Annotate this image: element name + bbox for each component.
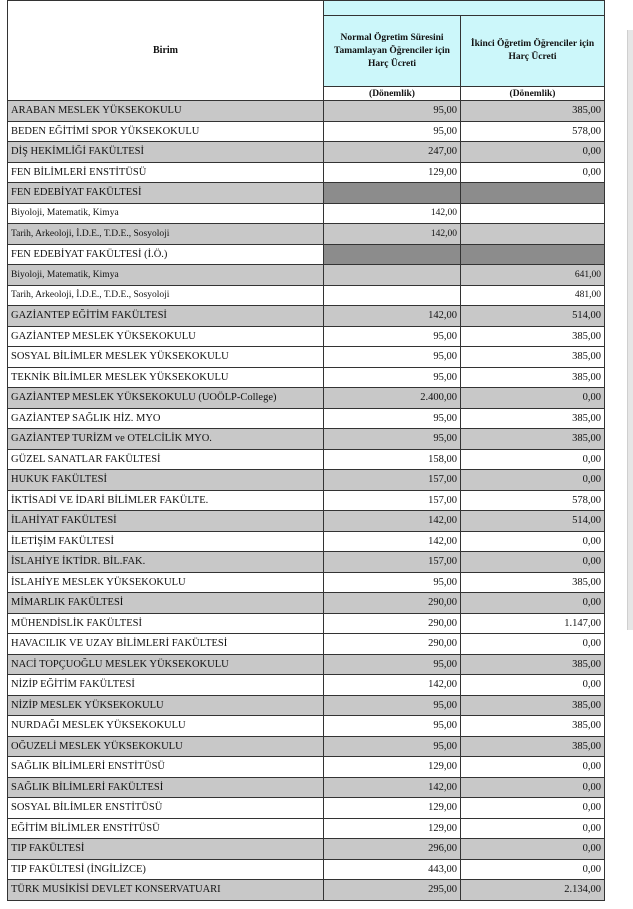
unit-name: SOSYAL BİLİMLER MESLEK YÜKSEKOKULU: [8, 347, 324, 368]
second-fee-value: 385,00: [461, 736, 605, 757]
normal-fee-value: 95,00: [324, 347, 461, 368]
table-row: [8, 757, 605, 778]
normal-fee-value: 95,00: [324, 429, 461, 450]
unit-name: İKTİSADİ VE İDARİ BİLİMLER FAKÜLTE.: [8, 490, 324, 511]
unit-name: EĞİTİM BİLİMLER ENSTİTÜSÜ: [8, 818, 324, 839]
normal-fee-value: 443,00: [324, 859, 461, 880]
second-fee-value: 0,00: [461, 162, 605, 183]
table-row: [8, 859, 605, 880]
unit-name: TIP FAKÜLTESİ: [8, 839, 324, 860]
second-fee-value: 385,00: [461, 695, 605, 716]
header-normal-unit: (Dönemlik): [324, 87, 461, 101]
table-row: [8, 839, 605, 860]
second-fee-value: 0,00: [461, 470, 605, 491]
second-fee-value: 641,00: [461, 265, 605, 286]
normal-fee-value: 95,00: [324, 736, 461, 757]
unit-name: NACİ TOPÇUOĞLU MESLEK YÜKSEKOKULU: [8, 654, 324, 675]
normal-fee-value: 95,00: [324, 326, 461, 347]
second-fee-value: [461, 183, 605, 204]
unit-name: İSLAHİYE MESLEK YÜKSEKOKULU: [8, 572, 324, 593]
second-fee-value: 514,00: [461, 511, 605, 532]
normal-fee-value: 247,00: [324, 142, 461, 163]
unit-name: GAZİANTEP TURİZM ve OTELCİLİK MYO.: [8, 429, 324, 450]
normal-fee-value: [324, 285, 461, 306]
second-fee-value: 578,00: [461, 490, 605, 511]
normal-fee-value: [324, 265, 461, 286]
unit-name: HAVACILIK VE UZAY BİLİMLERİ FAKÜLTESİ: [8, 634, 324, 655]
normal-fee-value: 129,00: [324, 818, 461, 839]
table-row: [8, 306, 605, 327]
unit-name: SAĞLIK BİLİMLERİ ENSTİTÜSÜ: [8, 757, 324, 778]
normal-fee-value: 95,00: [324, 572, 461, 593]
unit-name: NİZİP MESLEK YÜKSEKOKULU: [8, 695, 324, 716]
table-row: [8, 470, 605, 491]
second-fee-value: 0,00: [461, 859, 605, 880]
unit-name: GÜZEL SANATLAR FAKÜLTESİ: [8, 449, 324, 470]
second-fee-value: 385,00: [461, 654, 605, 675]
table-row: [8, 265, 605, 286]
table-row: [8, 162, 605, 183]
unit-name: OĞUZELİ MESLEK YÜKSEKOKULU: [8, 736, 324, 757]
second-fee-value: [461, 203, 605, 224]
second-fee-value: [461, 224, 605, 245]
unit-name: Biyoloji, Matematik, Kimya: [8, 265, 324, 286]
table-row: [8, 203, 605, 224]
table-row: [8, 388, 605, 409]
unit-name: Tarih, Arkeoloji, İ.D.E., T.D.E., Sosyoloji: [8, 285, 324, 306]
header-second-unit: (Dönemlik): [461, 87, 605, 101]
second-fee-value: 385,00: [461, 429, 605, 450]
table-row: [8, 326, 605, 347]
normal-fee-value: 2.400,00: [324, 388, 461, 409]
table-row: [8, 449, 605, 470]
table-row: [8, 408, 605, 429]
normal-fee-value: 157,00: [324, 470, 461, 491]
fee-table-sheet: [7, 0, 604, 901]
table-row: [8, 121, 605, 142]
table-row: [8, 429, 605, 450]
normal-fee-value: 290,00: [324, 593, 461, 614]
unit-name: Tarih, Arkeoloji, İ.D.E., T.D.E., Sosyoloji: [8, 224, 324, 245]
normal-fee-value: 158,00: [324, 449, 461, 470]
table-row: [8, 798, 605, 819]
normal-fee-value: 95,00: [324, 101, 461, 122]
unit-name: GAZİANTEP EĞİTİM FAKÜLTESİ: [8, 306, 324, 327]
normal-fee-value: 142,00: [324, 531, 461, 552]
normal-fee-value: 129,00: [324, 798, 461, 819]
normal-fee-value: 95,00: [324, 695, 461, 716]
table-row: [8, 531, 605, 552]
normal-fee-value: 95,00: [324, 367, 461, 388]
fee-table-body: [8, 101, 605, 901]
fee-table: [7, 0, 605, 901]
second-fee-value: 0,00: [461, 777, 605, 798]
unit-name: MİMARLIK FAKÜLTESİ: [8, 593, 324, 614]
second-fee-value: 385,00: [461, 101, 605, 122]
unit-name: NURDAĞI MESLEK YÜKSEKOKULU: [8, 716, 324, 737]
normal-fee-value: [324, 244, 461, 265]
normal-fee-value: 129,00: [324, 162, 461, 183]
unit-name: GAZİANTEP MESLEK YÜKSEKOKULU (UOÖLP-College): [8, 388, 324, 409]
table-row: [8, 552, 605, 573]
second-fee-value: 578,00: [461, 121, 605, 142]
normal-fee-value: 290,00: [324, 613, 461, 634]
second-fee-value: 0,00: [461, 634, 605, 655]
unit-name: FEN EDEBİYAT FAKÜLTESİ: [8, 183, 324, 204]
second-fee-value: 0,00: [461, 142, 605, 163]
unit-name: BEDEN EĞİTİMİ SPOR YÜKSEKOKULU: [8, 121, 324, 142]
normal-fee-value: 142,00: [324, 675, 461, 696]
normal-fee-value: 142,00: [324, 224, 461, 245]
header-second-fee: İkinci Öğretim Öğrenciler için Harç Ücreti: [461, 16, 605, 87]
second-fee-value: 0,00: [461, 388, 605, 409]
normal-fee-value: 95,00: [324, 654, 461, 675]
unit-name: GAZİANTEP MESLEK YÜKSEKOKULU: [8, 326, 324, 347]
normal-fee-value: 295,00: [324, 880, 461, 901]
second-fee-value: 0,00: [461, 552, 605, 573]
unit-name: DİŞ HEKİMLİĞİ FAKÜLTESİ: [8, 142, 324, 163]
second-fee-value: 385,00: [461, 367, 605, 388]
second-fee-value: 0,00: [461, 531, 605, 552]
normal-fee-value: 95,00: [324, 408, 461, 429]
second-fee-value: 0,00: [461, 593, 605, 614]
second-fee-value: 0,00: [461, 839, 605, 860]
second-fee-value: 385,00: [461, 347, 605, 368]
table-row: [8, 142, 605, 163]
unit-name: NİZİP EĞİTİM FAKÜLTESİ: [8, 675, 324, 696]
normal-fee-value: 142,00: [324, 306, 461, 327]
unit-name: HUKUK FAKÜLTESİ: [8, 470, 324, 491]
table-row: [8, 654, 605, 675]
unit-name: FEN BİLİMLERİ ENSTİTÜSÜ: [8, 162, 324, 183]
unit-name: GAZİANTEP SAĞLIK HİZ. MYO: [8, 408, 324, 429]
unit-name: TEKNİK BİLİMLER MESLEK YÜKSEKOKULU: [8, 367, 324, 388]
unit-name: ARABAN MESLEK YÜKSEKOKULU: [8, 101, 324, 122]
scrollbar[interactable]: [627, 30, 633, 630]
normal-fee-value: 95,00: [324, 121, 461, 142]
second-fee-value: 385,00: [461, 408, 605, 429]
normal-fee-value: 157,00: [324, 490, 461, 511]
normal-fee-value: 142,00: [324, 511, 461, 532]
table-row: [8, 367, 605, 388]
unit-name: SOSYAL BİLİMLER ENSTİTÜSÜ: [8, 798, 324, 819]
second-fee-value: 385,00: [461, 572, 605, 593]
table-row: [8, 511, 605, 532]
table-row: [8, 880, 605, 901]
second-fee-value: 0,00: [461, 798, 605, 819]
normal-fee-value: 157,00: [324, 552, 461, 573]
normal-fee-value: 129,00: [324, 757, 461, 778]
unit-name: Biyoloji, Matematik, Kimya: [8, 203, 324, 224]
table-row: [8, 490, 605, 511]
second-fee-value: 481,00: [461, 285, 605, 306]
second-fee-value: 385,00: [461, 326, 605, 347]
unit-name: MÜHENDİSLİK FAKÜLTESİ: [8, 613, 324, 634]
normal-fee-value: 296,00: [324, 839, 461, 860]
table-row: [8, 183, 605, 204]
table-row: [8, 613, 605, 634]
normal-fee-value: 95,00: [324, 716, 461, 737]
normal-fee-value: 290,00: [324, 634, 461, 655]
table-row: [8, 777, 605, 798]
table-row: [8, 695, 605, 716]
second-fee-value: 1.147,00: [461, 613, 605, 634]
unit-name: İLAHİYAT FAKÜLTESİ: [8, 511, 324, 532]
unit-name: İLETİŞİM FAKÜLTESİ: [8, 531, 324, 552]
normal-fee-value: 142,00: [324, 203, 461, 224]
second-fee-value: 0,00: [461, 449, 605, 470]
unit-name: TÜRK MUSİKİSİ DEVLET KONSERVATUARI: [8, 880, 324, 901]
table-row: [8, 675, 605, 696]
second-fee-value: 514,00: [461, 306, 605, 327]
header-birim: Birim: [8, 1, 324, 101]
unit-name: TIP FAKÜLTESİ (İNGİLİZCE): [8, 859, 324, 880]
second-fee-value: 385,00: [461, 716, 605, 737]
second-fee-value: [461, 244, 605, 265]
table-row: [8, 593, 605, 614]
table-row: [8, 244, 605, 265]
table-row: [8, 818, 605, 839]
table-row: [8, 101, 605, 122]
second-fee-value: 0,00: [461, 818, 605, 839]
table-row: [8, 347, 605, 368]
table-row: [8, 634, 605, 655]
normal-fee-value: [324, 183, 461, 204]
unit-name: İSLAHİYE İKTİDR. BİL.FAK.: [8, 552, 324, 573]
second-fee-value: 0,00: [461, 757, 605, 778]
unit-name: SAĞLIK BİLİMLERİ FAKÜLTESİ: [8, 777, 324, 798]
second-fee-value: 2.134,00: [461, 880, 605, 901]
unit-name: FEN EDEBİYAT FAKÜLTESİ (İ.Ö.): [8, 244, 324, 265]
table-row: [8, 285, 605, 306]
table-row: [8, 224, 605, 245]
table-row: [8, 736, 605, 757]
table-row: [8, 716, 605, 737]
second-fee-value: 0,00: [461, 675, 605, 696]
table-row: [8, 572, 605, 593]
header-top-band: [324, 1, 605, 16]
normal-fee-value: 142,00: [324, 777, 461, 798]
header-normal-fee: Normal Ögretim Süresini Tamamlayan Öğrenciler için Harç Ücreti: [324, 16, 461, 87]
